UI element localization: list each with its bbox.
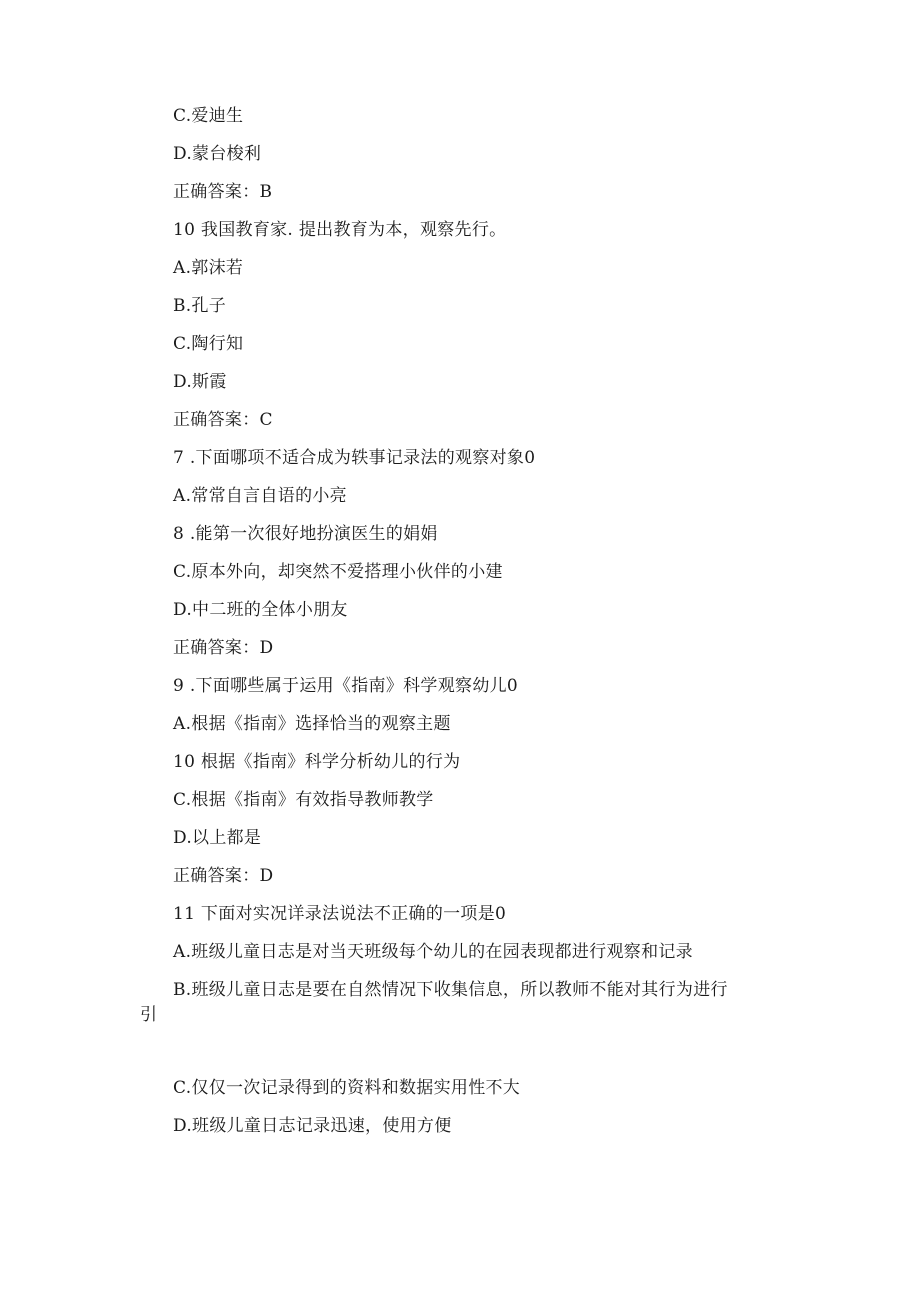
option-c-tao-xingzhi: C.陶行知 xyxy=(173,334,244,354)
answer-line: 正确答案：C xyxy=(173,410,273,430)
option-b-confucius: B.孔子 xyxy=(173,296,227,316)
answer-line: 正确答案：B xyxy=(173,182,273,202)
option-d-si-xia: D.斯霞 xyxy=(173,372,227,392)
question-11: 11 下面对实况详录法说法不正确的一项是0 xyxy=(173,904,507,924)
question-9: 9 .下面哪些属于运用《指南》科学观察幼儿0 xyxy=(173,676,519,696)
option-c-guidance: C.根据《指南》有效指导教师教学 xyxy=(173,790,434,810)
option-b-wrap: 引 xyxy=(140,1005,158,1025)
option-d-all: D.以上都是 xyxy=(173,828,262,848)
question-7: 7 .下面哪项不适合成为轶事记录法的观察对象0 xyxy=(173,448,536,468)
option-b-diary: B.班级儿童日志是要在自然情况下收集信息，所以教师不能对其行为进行 xyxy=(173,980,728,1000)
option-d-fast: D.班级儿童日志记录迅速，使用方便 xyxy=(173,1116,452,1136)
option-8-juanjuan: 8 .能第一次很好地扮演医生的娟娟 xyxy=(173,524,438,544)
option-d-class: D.中二班的全体小朋友 xyxy=(173,600,348,620)
option-a-guo-moruo: A.郭沫若 xyxy=(173,258,244,278)
question-10: 10 我国教育家. 提出教育为本，观察先行。 xyxy=(173,220,507,240)
option-10-analysis: 10 根据《指南》科学分析幼儿的行为 xyxy=(173,752,461,772)
option-c-edison: C.爱迪生 xyxy=(173,106,244,126)
option-d-montessori: D.蒙台梭利 xyxy=(173,144,262,164)
option-a-diary: A.班级儿童日志是对当天班级每个幼儿的在园表现都进行观察和记录 xyxy=(173,942,693,962)
option-a-theme: A.根据《指南》选择恰当的观察主题 xyxy=(173,714,451,734)
option-c-data: C.仅仅一次记录得到的资料和数据实用性不大 xyxy=(173,1078,521,1098)
option-c-xiaojian: C.原本外向，却突然不爱搭理小伙伴的小建 xyxy=(173,562,503,582)
answer-line: 正确答案：D xyxy=(173,638,274,658)
option-a-xiaoliang: A.常常自言自语的小亮 xyxy=(173,486,347,506)
answer-line: 正确答案：D xyxy=(173,866,274,886)
